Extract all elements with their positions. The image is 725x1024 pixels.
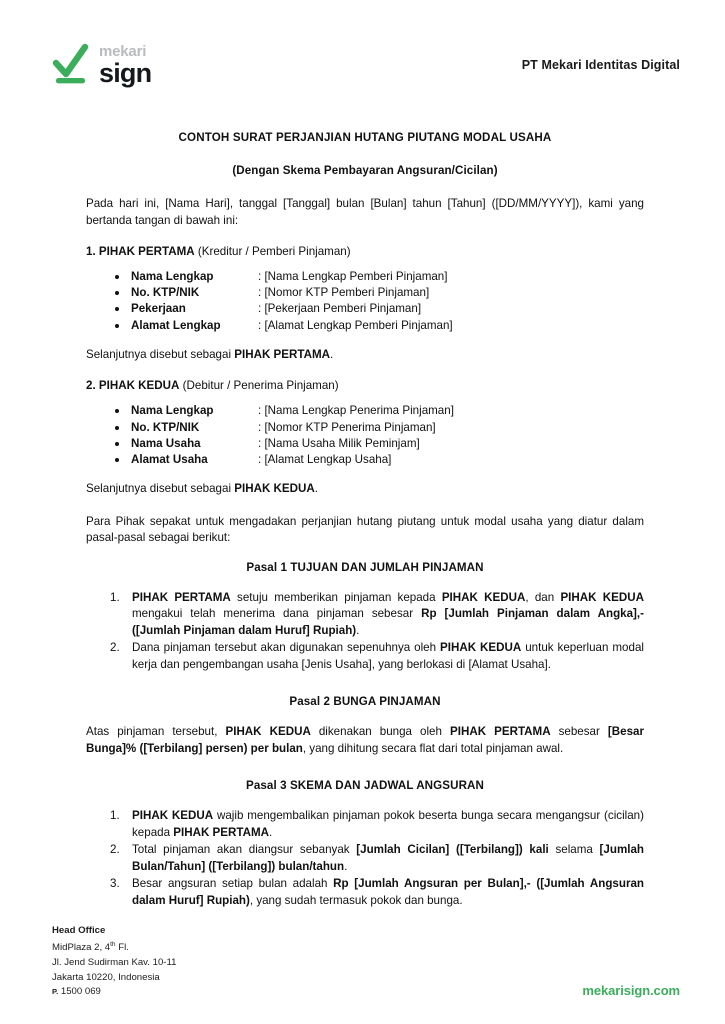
party-two-footnote-pre: Selanjutnya disebut sebagai <box>86 482 235 496</box>
party-two-fields <box>86 403 644 468</box>
body-text: dikenakan bunga oleh <box>310 725 450 739</box>
field-value: : [Nama Lengkap Pemberi Pinjaman] <box>258 270 448 283</box>
field-value: : [Nama Lengkap Penerima Pinjaman] <box>258 404 454 418</box>
footer-phone-label: P. <box>52 987 59 997</box>
list-item <box>132 808 644 841</box>
list-item <box>131 452 644 468</box>
footer-address-block <box>52 924 176 1000</box>
field-label: Nama Lengkap <box>131 404 214 418</box>
field-value: : [Nama Usaha Milik Peminjam] <box>258 436 420 450</box>
party-one-footnote <box>86 347 644 364</box>
field-label: Nama Lengkap <box>131 270 214 283</box>
pasal-1-list <box>86 590 644 674</box>
footer-website[interactable]: mekarisign.com <box>582 983 680 998</box>
party-one-heading-bold: 1. PIHAK PERTAMA <box>86 245 195 258</box>
body-text: Total pinjaman akan diangsur sebanyak <box>132 843 357 857</box>
emphasis-text: PIHAK PERTAMA <box>450 725 551 739</box>
field-label: Alamat Usaha <box>131 452 208 466</box>
green-check-icon <box>52 43 90 87</box>
party-one-heading <box>86 245 644 258</box>
body-text: , dan <box>525 590 561 604</box>
party-one-fields <box>86 269 644 334</box>
body-text: setuju memberikan pinjaman kepada <box>230 590 442 604</box>
brand-name-mekari: mekari <box>99 42 147 60</box>
list-item <box>132 842 644 875</box>
party-two-footnote-bold: PIHAK KEDUA <box>234 482 315 496</box>
document-header <box>52 34 680 96</box>
field-value: : [Pekerjaan Pemberi Pinjaman] <box>258 302 422 316</box>
emphasis-text: PIHAK PERTAMA <box>173 825 270 839</box>
pasal-1-heading: Pasal 1 TUJUAN DAN JUMLAH PINJAMAN <box>246 560 484 574</box>
party-one-footnote-end: . <box>330 347 334 361</box>
list-item <box>132 590 644 640</box>
field-label: Alamat Lengkap <box>131 318 221 332</box>
field-label: Nama Usaha <box>131 436 201 450</box>
field-value: : [Alamat Lengkap Pemberi Pinjaman] <box>258 318 453 332</box>
footer-address-ordinal: th <box>110 941 116 949</box>
body-text: wajib mengembalikan pinjaman pokok beserta bunga secara mengangsur (cicilan) kepada <box>132 809 644 839</box>
list-item <box>131 403 644 419</box>
body-text: . <box>269 825 273 839</box>
field-value: : [Nomor KTP Penerima Pinjaman] <box>258 420 436 434</box>
emphasis-text: PIHAK PERTAMA <box>132 590 231 604</box>
body-text: mengakui telah menerima dana pinjaman sebesar <box>132 607 422 621</box>
body-text: , yang sudah termasuk pokok dan bunga. <box>249 893 463 907</box>
header-company-name: PT Mekari Identitas Digital <box>521 58 680 72</box>
emphasis-text: [Jumlah Cicilan] ([Terbilang]) kali <box>356 843 549 857</box>
list-item <box>131 285 644 301</box>
field-label: No. KTP/NIK <box>131 420 200 434</box>
party-one-footnote-pre: Selanjutnya disebut sebagai <box>86 347 235 361</box>
party-one-heading-plain: (Kreditur / Pemberi Pinjaman) <box>194 245 351 258</box>
emphasis-text: PIHAK KEDUA <box>560 590 644 604</box>
emphasis-text: Rp [Jumlah Angsuran per Bulan],- ([Jumlah Angsuran dalam Huruf] Rupiah) <box>132 877 644 907</box>
document-subtitle: (Dengan Skema Pembayaran Angsuran/Cicilan) <box>232 164 498 177</box>
list-item <box>132 876 644 909</box>
party-two-footnote <box>86 481 644 498</box>
emphasis-text: PIHAK KEDUA <box>225 725 311 739</box>
pasal-3-heading: Pasal 3 SKEMA DAN JADWAL ANGSURAN <box>245 779 484 793</box>
agreement-intro-paragraph: Para Pihak sepakat untuk mengadakan perjanjian hutang piutang untuk modal usaha yang diatur dalam pasal-pasal sebagai berikut: <box>86 514 644 545</box>
party-one-footnote-bold: PIHAK PERTAMA <box>234 347 331 361</box>
body-text: Besar angsuran setiap bulan adalah <box>132 877 334 891</box>
footer-address-line-2: Jl. Jend Sudirman Kav. 10-11 <box>52 957 177 969</box>
field-value: : [Alamat Lengkap Usaha] <box>258 452 392 466</box>
field-label: Pekerjaan <box>131 302 186 316</box>
brand-wordmark <box>99 44 151 87</box>
opening-paragraph: Pada hari ini, [Nama Hari], tanggal [Tanggal] bulan [Bulan] tahun [Tahun] ([DD/MM/YYYY]), kami yang bertanda tangan di bawah ini: <box>86 197 644 227</box>
field-label: No. KTP/NIK <box>131 286 200 300</box>
party-two-footnote-end: . <box>314 482 319 496</box>
emphasis-text: PIHAK KEDUA <box>440 641 522 655</box>
field-value: : [Nomor KTP Pemberi Pinjaman] <box>258 286 430 300</box>
body-text: untuk keperluan modal kerja dan pengembangan usaha [Jenis Usaha], yang berlokasi di [Alamat Usaha]. <box>132 641 644 671</box>
emphasis-text: [Jumlah Bulan/Tahun] ([Terbilang]) bulan/tahun <box>132 843 644 873</box>
footer-address-line-3: Jakarta 10220, Indonesia <box>52 971 160 983</box>
footer-phone <box>52 985 176 1000</box>
document-title: CONTOH SURAT PERJANJIAN HUTANG PIUTANG MODAL USAHA <box>178 131 552 144</box>
list-item <box>131 436 644 452</box>
body-text: . <box>344 859 348 873</box>
party-two-heading-plain: (Debitur / Penerima Pinjaman) <box>179 379 339 393</box>
list-item <box>132 640 644 673</box>
list-item <box>131 420 644 436</box>
body-text: sebesar <box>550 725 608 739</box>
pasal-2-heading: Pasal 2 BUNGA PINJAMAN <box>289 695 441 709</box>
document-body <box>86 131 644 915</box>
footer-address-line-1 <box>52 938 176 956</box>
mekari-sign-logo <box>52 43 151 87</box>
footer-office-title: Head Office <box>52 924 106 936</box>
list-item <box>131 301 644 317</box>
pasal-3-list <box>86 808 644 909</box>
footer-address-line-1-post: Fl. <box>115 942 129 954</box>
body-text: Atas pinjaman tersebut, <box>86 725 226 739</box>
emphasis-text: PIHAK KEDUA <box>441 590 526 604</box>
party-two-heading <box>86 379 644 392</box>
list-item <box>131 269 644 285</box>
emphasis-text: [Besar Bunga]% ([Terbilang] persen) per bulan <box>86 725 644 755</box>
pasal-2-paragraph <box>86 724 644 757</box>
footer-phone-number: 1500 069 <box>60 986 101 998</box>
footer-address-line-1-pre: MidPlaza 2, 4 <box>52 942 111 954</box>
party-two-heading-bold: 2. PIHAK KEDUA <box>86 379 180 393</box>
body-text: selama <box>548 843 600 857</box>
body-text: Dana pinjaman tersebut akan digunakan sepenuhnya oleh <box>132 641 441 655</box>
emphasis-text: Rp [Jumlah Pinjaman dalam Angka],- ([Jumlah Pinjaman dalam Huruf] Rupiah) <box>132 607 644 637</box>
emphasis-text: PIHAK KEDUA <box>132 809 214 823</box>
document-footer <box>52 924 680 1000</box>
list-item <box>131 318 644 334</box>
body-text: , yang dihitung secara flat dari total pinjaman awal. <box>302 741 564 755</box>
brand-name-sign: sign <box>99 57 152 88</box>
body-text: . <box>356 623 360 637</box>
